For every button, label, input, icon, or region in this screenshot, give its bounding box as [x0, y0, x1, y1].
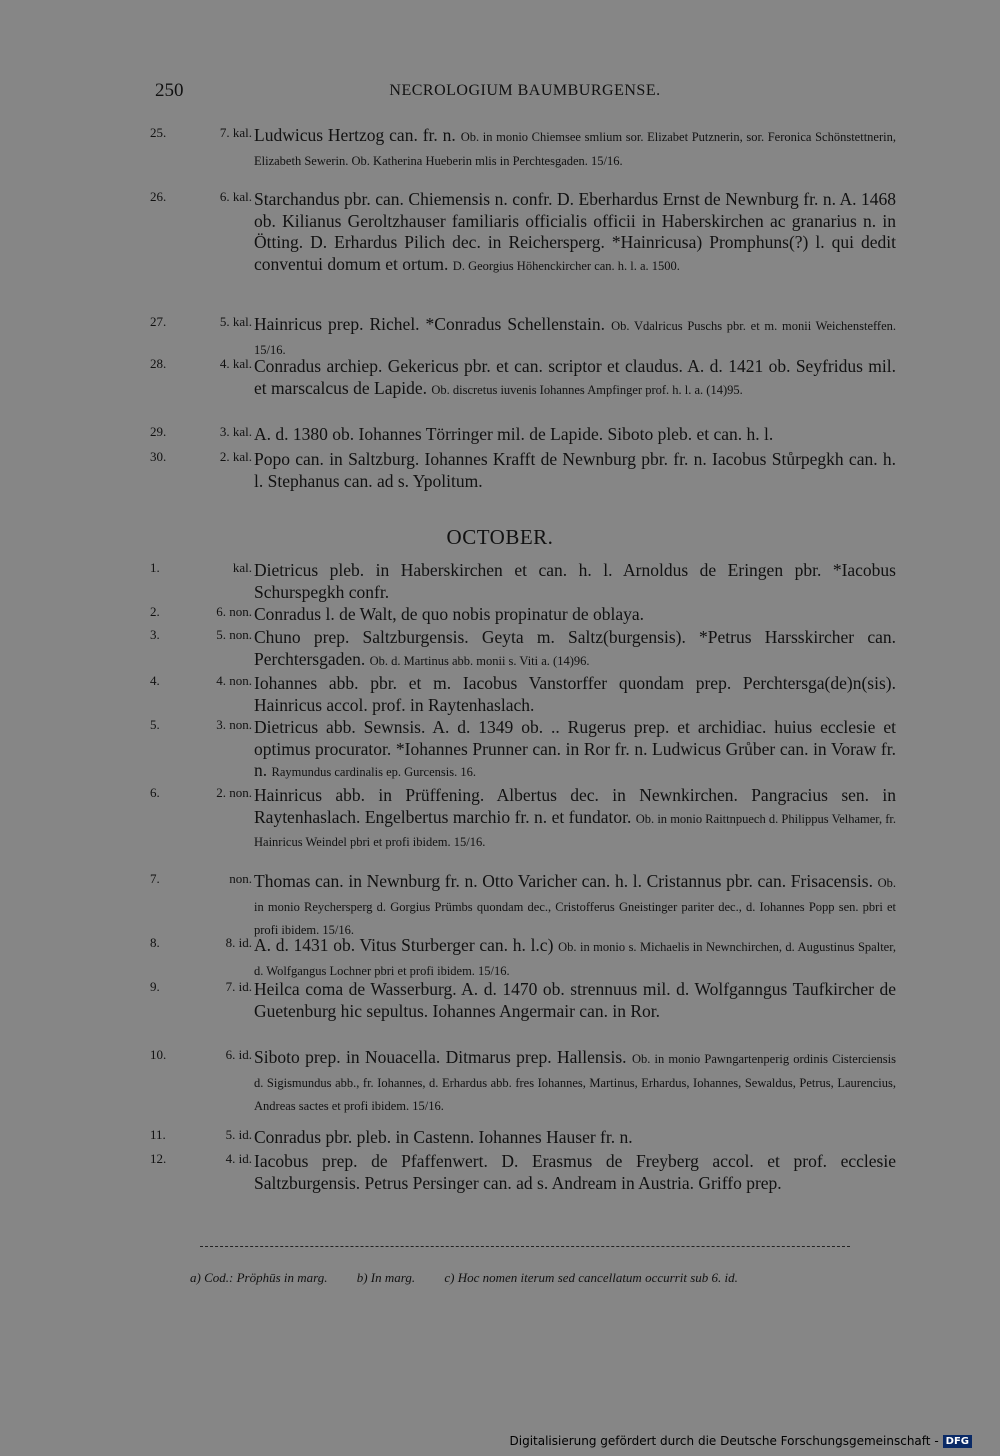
entry-oct-11	[150, 1127, 896, 1151]
footnote-a: a) Cod.: Pröphūs in marg.	[190, 1270, 328, 1285]
entry-number: 29.	[150, 424, 167, 439]
entry-number: 4.	[150, 673, 160, 688]
entry-note: Ob. Vdalricus Puschs pbr. et m. monii Weichensteffen. 15/16.	[254, 319, 897, 357]
running-title: NECROLOGIUM BAUMBURGENSE.	[389, 82, 661, 99]
entry-date: 8. id.	[225, 935, 252, 950]
entry-text: Popo can. in Saltzburg. Iohannes Krafft de Newnburg pbr. fr. n. Iacobus Stůrpegkh can. h. l. Stephanus can. ad s. Ypolitum.	[254, 449, 896, 491]
october-entries	[0, 560, 1000, 1221]
entry-date: 2. kal.	[219, 449, 252, 464]
entry-note: Ob. in monio Reychersperg d. Gorgius Prümbs quondam dec., Cristofferus Gneistinger pariter dec., d. Iohannes Popp sen. pbri et profi ibidem. 15/16.	[254, 876, 897, 937]
footnote-divider	[200, 1246, 850, 1248]
entry-date: 7. kal.	[219, 125, 252, 140]
entry-number: 8.	[150, 935, 160, 950]
entry-text: A. d. 1431 ob. Vitus Sturberger can. h. l.c)	[254, 935, 554, 955]
entry-oct-6	[150, 785, 896, 871]
entry-text: Thomas can. in Newnburg fr. n. Otto Varicher can. h. l. Cristannus pbr. can. Frisacensis.	[254, 871, 873, 891]
entry-text: Hainricus abb. in Prüffening. Albertus dec. in Newnkirchen. Pangracius sen. in Raytenhaslach. Engelbertus marchio fr. n. et fundator.	[254, 785, 896, 827]
entry-number: 10.	[150, 1047, 167, 1062]
entry-text: Ludwicus Hertzog can. fr. n.	[254, 125, 456, 145]
entry-note: D. Georgius Höhenckircher can. h. l. a. 1500.	[452, 258, 680, 273]
entry-text: Iacobus prep. de Pfaffenwert. D. Erasmus de Freyberg accol. et prof. ecclesie Saltzburgensis. Petrus Persinger can. ad s. Andream in Austria. Griffo prep.	[254, 1151, 896, 1193]
entry-text: Conradus l. de Walt, de quo nobis propinatur de oblaya.	[254, 604, 644, 624]
entry-text: Starchandus pbr. can. Chiemensis n. confr. D. Eberhardus Ernst de Newnburg fr. n. A. 1468 ob. Kilianus Geroltzhauser familiaris officialis officii in Haberskirchen ac granarius n. in Ötting. D. Erhardus Pilich dec. in Reichersperg. *Hainricusa) Promphuns(?) l. qui dedit conventui domum et ortum.	[254, 189, 896, 274]
footnote-b: b) In marg.	[356, 1270, 416, 1285]
entry-note: Ob. in monio Pawngartenperig ordinis Cisterciensis d. Sigismundus abb., fr. Iohannes, d. Erhardus abb. fres Iohannes, Martinus, Erhardus, Iohannes, Sewaldus, Petrus, Laurencius, Andreas sactes et profi ibidem. 15/16.	[254, 1052, 896, 1113]
entry-number: 28.	[150, 356, 167, 371]
entry-number: 12.	[150, 1151, 167, 1166]
entry-oct-10	[150, 1047, 896, 1127]
entry-date: 4. non.	[216, 673, 252, 688]
entry-sep-28	[150, 356, 896, 424]
entry-text: Conradus pbr. pleb. in Castenn. Iohannes Hauser fr. n.	[254, 1127, 633, 1147]
entry-text: Conradus archiep. Gekericus pbr. et can. scriptor et claudus. A. d. 1421 ob. Seyfridus mil. et marscalcus de Lapide.	[254, 356, 896, 398]
entry-oct-12	[150, 1151, 896, 1221]
entry-number: 25.	[150, 125, 167, 140]
page-number: 250	[155, 80, 184, 101]
entry-note: Ob. d. Martinus abb. monii s. Viti a. (14)96.	[369, 653, 590, 668]
entry-number: 30.	[150, 449, 167, 464]
entry-date: 5. kal.	[219, 314, 252, 329]
entry-text: Dietricus abb. Sewnsis. A. d. 1349 ob. .. Rugerus prep. et archidiac. huius ecclesie et optimus procurator. *Iohannes Prunner can. in Ror fr. n. Ludwicus Grůber can. in Voraw fr. n.	[254, 717, 896, 780]
entry-date: 3. kal.	[219, 424, 252, 439]
entry-number: 7.	[150, 871, 160, 886]
entry-date: 6. id.	[225, 1047, 252, 1062]
entry-number: 26.	[150, 189, 167, 204]
entry-note: Ob. in monio s. Michaelis in Newnchirchen, d. Augustinus Spalter, d. Wolfgangus Lochner pbri et profi ibidem. 15/16.	[254, 940, 897, 978]
entry-sep-27	[150, 314, 896, 356]
entry-text: Hainricus prep. Richel. *Conradus Schellenstain.	[254, 314, 606, 334]
entry-sep-25	[150, 125, 896, 171]
entry-date: non.	[229, 871, 252, 886]
entry-sep-29	[150, 424, 896, 449]
entry-date: 6. non.	[216, 604, 252, 619]
entry-date: 5. id.	[225, 1127, 252, 1142]
credit-text: Digitalisierung gefördert durch die Deutsche Forschungsgemeinschaft -	[509, 1434, 939, 1448]
entry-date: 7. id.	[225, 979, 252, 994]
entry-note: Raymundus cardinalis ep. Gurcensis. 16.	[271, 765, 476, 779]
entry-text: Iohannes abb. pbr. et m. Iacobus Vanstorffer quondam prep. Perchtersga(de)n(sis). Hainricus accol. prof. in Raytenhaslach.	[254, 673, 896, 715]
entry-oct-5	[150, 717, 896, 785]
entry-oct-2	[150, 604, 896, 627]
footnote-c: c) Hoc nomen iterum sed cancellatum occurrit sub 6. id.	[444, 1270, 738, 1285]
entry-sep-30	[150, 449, 896, 495]
entry-date: 5. non.	[216, 627, 252, 642]
entry-number: 3.	[150, 627, 160, 642]
page-header	[155, 80, 895, 108]
entry-number: 5.	[150, 717, 160, 732]
dfg-logo: DFG	[943, 1435, 972, 1448]
entry-note: Ob. in monio Chiemsee smlium sor. Elizabet Putznerin, sor. Feronica Schönstettnerin, Elizabeth Sewerin. Ob. Katherina Hueberin mlis in Perchtesgaden. 15/16.	[254, 130, 896, 168]
entry-note: Ob. discretus iuvenis Iohannes Ampfinger prof. h. l. a. (14)95.	[431, 382, 743, 397]
entry-date: 4. id.	[225, 1151, 252, 1166]
entry-note: Ob. in monio Raittnpuech d. Philippus Velhamer, fr. Hainricus Weindel pbri et profi ibidem. 15/16.	[254, 811, 897, 849]
entry-text: Siboto prep. in Nouacella. Ditmarus prep. Hallensis.	[254, 1047, 627, 1067]
entry-number: 11.	[150, 1127, 166, 1142]
entry-oct-8	[150, 935, 896, 979]
entry-oct-1	[150, 560, 896, 604]
entry-sep-26	[150, 189, 896, 314]
entry-date: 2. non.	[216, 785, 252, 800]
entry-date: kal.	[232, 560, 252, 575]
entry-oct-7	[150, 871, 896, 935]
september-entries	[0, 125, 1000, 495]
entry-text: Heilca coma de Wasserburg. A. d. 1470 ob. strennuus mil. d. Wolfganngus Taufkircher de Guetenburg hic sepultus. Iohannes Angermair can. in Ror.	[254, 979, 896, 1021]
footnotes	[190, 1270, 900, 1286]
entry-text: Dietricus pleb. in Haberskirchen et can. h. l. Arnoldus de Eringen pbr. *Iacobus Schurspegkh confr.	[254, 560, 896, 602]
entry-text: Chuno prep. Saltzburgensis. Geyta m. Saltz(burgensis). *Petrus Harsskircher can. Perchtersgaden.	[254, 627, 896, 669]
entry-number: 1.	[150, 560, 160, 575]
entry-date: 3. non.	[216, 717, 252, 732]
entry-number: 27.	[150, 314, 167, 329]
entry-text: A. d. 1380 ob. Iohannes Törringer mil. de Lapide. Siboto pleb. et can. h. l.	[254, 424, 774, 444]
digitization-credit	[510, 1434, 973, 1448]
entry-number: 6.	[150, 785, 160, 800]
entry-number: 9.	[150, 979, 160, 994]
entry-oct-4	[150, 673, 896, 717]
entry-oct-3	[150, 627, 896, 673]
entry-date: 6. kal.	[219, 189, 252, 204]
section-title: OCTOBER.	[446, 525, 554, 549]
entry-oct-9	[150, 979, 896, 1047]
entry-number: 2.	[150, 604, 160, 619]
entry-date: 4. kal.	[219, 356, 252, 371]
